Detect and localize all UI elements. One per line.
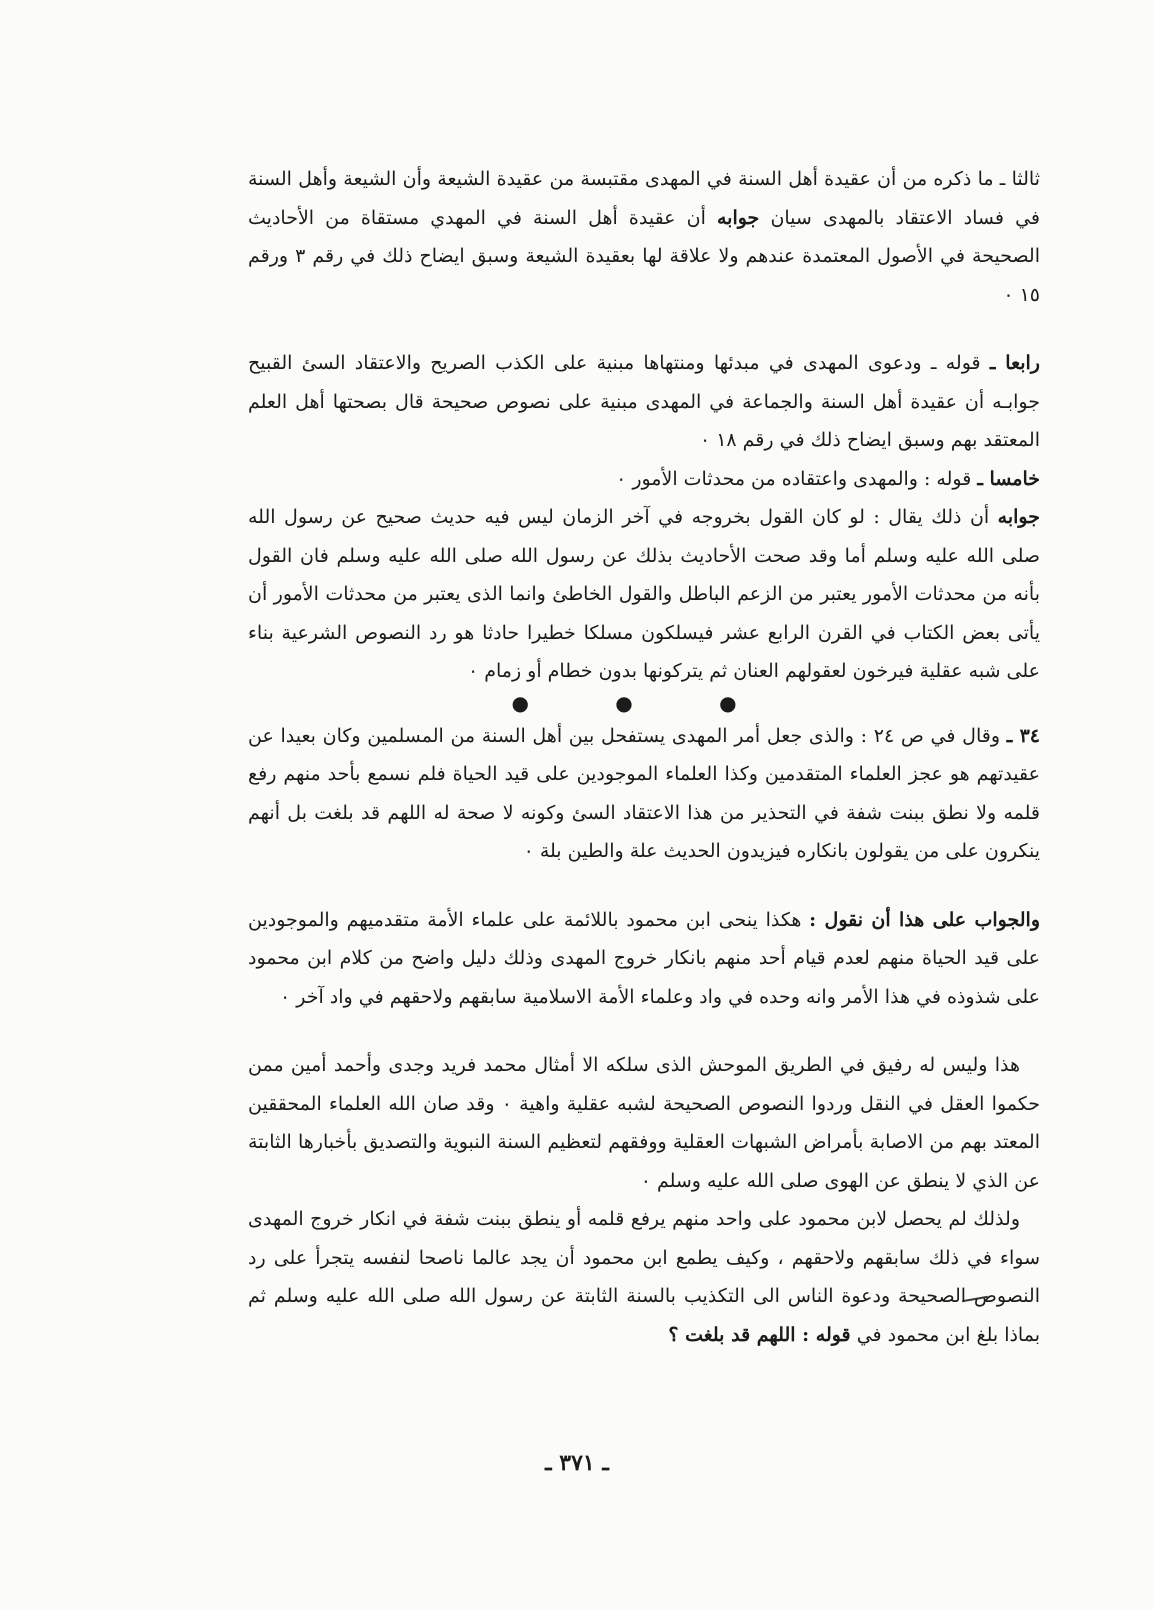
paragraph-34 — [248, 717, 1040, 871]
page-number: ـ ٣٧١ ـ — [545, 1450, 609, 1476]
paragraph-hatha — [248, 1046, 1040, 1200]
paragraph-lead: رابعا ـ — [989, 352, 1040, 374]
paragraph-text: قوله : والمهدى واعتقاده من محدثات الأمور ٠ — [616, 467, 972, 490]
page-body — [248, 160, 1040, 1354]
answer-keyword: جوابه — [716, 206, 760, 229]
paragraph-rabian — [248, 344, 1040, 460]
paragraph-text: وقال في ص ٢٤ : والذى جعل أمر المهدى يستفحل بين أهل السنة من المسلمين وكان بعيدا عن عقيدتهم هو عجز العلماء المتقدمين وكذا العلماء الموجودين على قيد الحياة فلم نسمع بأحد منهم رفع قلمه ولا نطق ببنت شفة في التحذير من هذا الاعتقاد السئ وكونه لا صحة له اللهم قد بلغت بل أنهم ينكرون على من يقولون بانكاره فيزيدون الحديث علة والطين بلة ٠ — [248, 724, 1040, 862]
paragraph-text: هكذا ينحى ابن محمود باللائمة على علماء الأمة متقدميهم والموجودين على قيد الحياة منهم لعدم قيام أحد منهم بانكار خروج المهدى وذلك دليل واضح من كلام ابن محمود على شذوذه في هذا الأمر وانه وحده في واد وعلماء الأمة الاسلامية سابقهم ولاحقهم في واد آخر ٠ — [248, 908, 1040, 1008]
paragraph-text: ثالثا ـ ما ذكره من أن عقيدة أهل السنة في المهدى مقتبسة من عقيدة الشيعة وأن الشيعة وأهل السنة في فساد الاعتقاد بالمهدى سيان — [248, 168, 1040, 229]
paragraph-lead: جوابه — [997, 506, 1040, 528]
paragraph-lead: ٣٤ ـ — [1006, 724, 1040, 747]
paragraph-text: أن ذلك يقال : لو كان القول بخروجه في آخر الزمان ليس فيه حديث صحيح عن رسول الله صلى الله عليه وسلم أما وقد صحت الأحاديث بذلك عن رسول الله صلى الله عليه وسلم فان القول بأنه من محدثات الأمور يعتبر من الزعم الباطل والقول الخاطئ وانما الذى يعتبر من محدثات الأمور أن يأتى بعض الكتاب في القرن الرابع عشر فيسلكون مسلكا خطيرا حادثا هو رد النصوص الشرعية بناء على شبه عقلية فيرخون لعقولهم العنان ثم يتركونها بدون خطام أو زمام ٠ — [248, 506, 1040, 682]
paragraph-jawabuh — [248, 498, 1040, 691]
paragraph-answer — [248, 901, 1040, 1017]
paragraph-thalithan — [248, 160, 1040, 314]
paragraph-khamisan — [248, 460, 1040, 499]
paragraph-text: ولذلك لم يحصل لابن محمود على واحد منهم يرفع قلمه أو ينطق ببنت شفة في انكار خروج المهدى سواء في ذلك سابقهم ولاحقهم ، وكيف يطمع ابن محمود أن يجد عالما ناصحا لنفسه يتجرأ على رد النصوص الصحيحة ودعوة الناس الى التكذيب بالسنة الثابتة عن رسول الله صلى الله عليه وسلم ثم بماذا بلغ ابن محمود في — [248, 1208, 1040, 1346]
paragraph-text: هذا وليس له رفيق في الطريق الموحش الذى سلكه الا أمثال محمد فريد وجدى وأحمد أمين ممن حكموا العقل في النقل وردوا النصوص الصحيحة لشبه عقلية واهية ٠ وقد صان الله العلماء المحققين المعتد بهم من الاصابة بأمراض الشبهات العقلية ووفقهم لتعظيم السنة النبوية والتصديق بأخبارها الثابتة عن الذي لا ينطق عن الهوى صلى الله عليه وسلم ٠ — [248, 1054, 1040, 1192]
paragraph-lead: خامسا ـ — [977, 467, 1040, 490]
paragraph-lithalik — [248, 1200, 1040, 1354]
paragraph-text: قوله ـ ودعوى المهدى في مبدئها ومنتهاها مبنية على الكذب الصريح والاعتقاد السئ القبيح جوابـه أن عقيدة أهل السنة والجماعة في المهدى مبنية على نصوص صحيحة قال بصحتها أهل العلم المعتقد بهم وسبق ايضاح ذلك في رقم ١٨ ٠ — [248, 352, 1040, 451]
quoted-phrase: قوله : اللهم قد بلغت ؟ — [668, 1323, 851, 1346]
paragraph-text: أن عقيدة أهل السنة في المهدي مستقاة من الأحاديث الصحيحة في الأصول المعتمدة عندهم ولا علاقة لها بعقيدة الشيعة وسبق ايضاح ذلك في رقم ٣ ورقم ١٥ ٠ — [248, 206, 1041, 306]
paragraph-lead: والجواب على هذا أن نقول : — [809, 908, 1040, 931]
section-separator: ● ● ● — [511, 690, 777, 715]
